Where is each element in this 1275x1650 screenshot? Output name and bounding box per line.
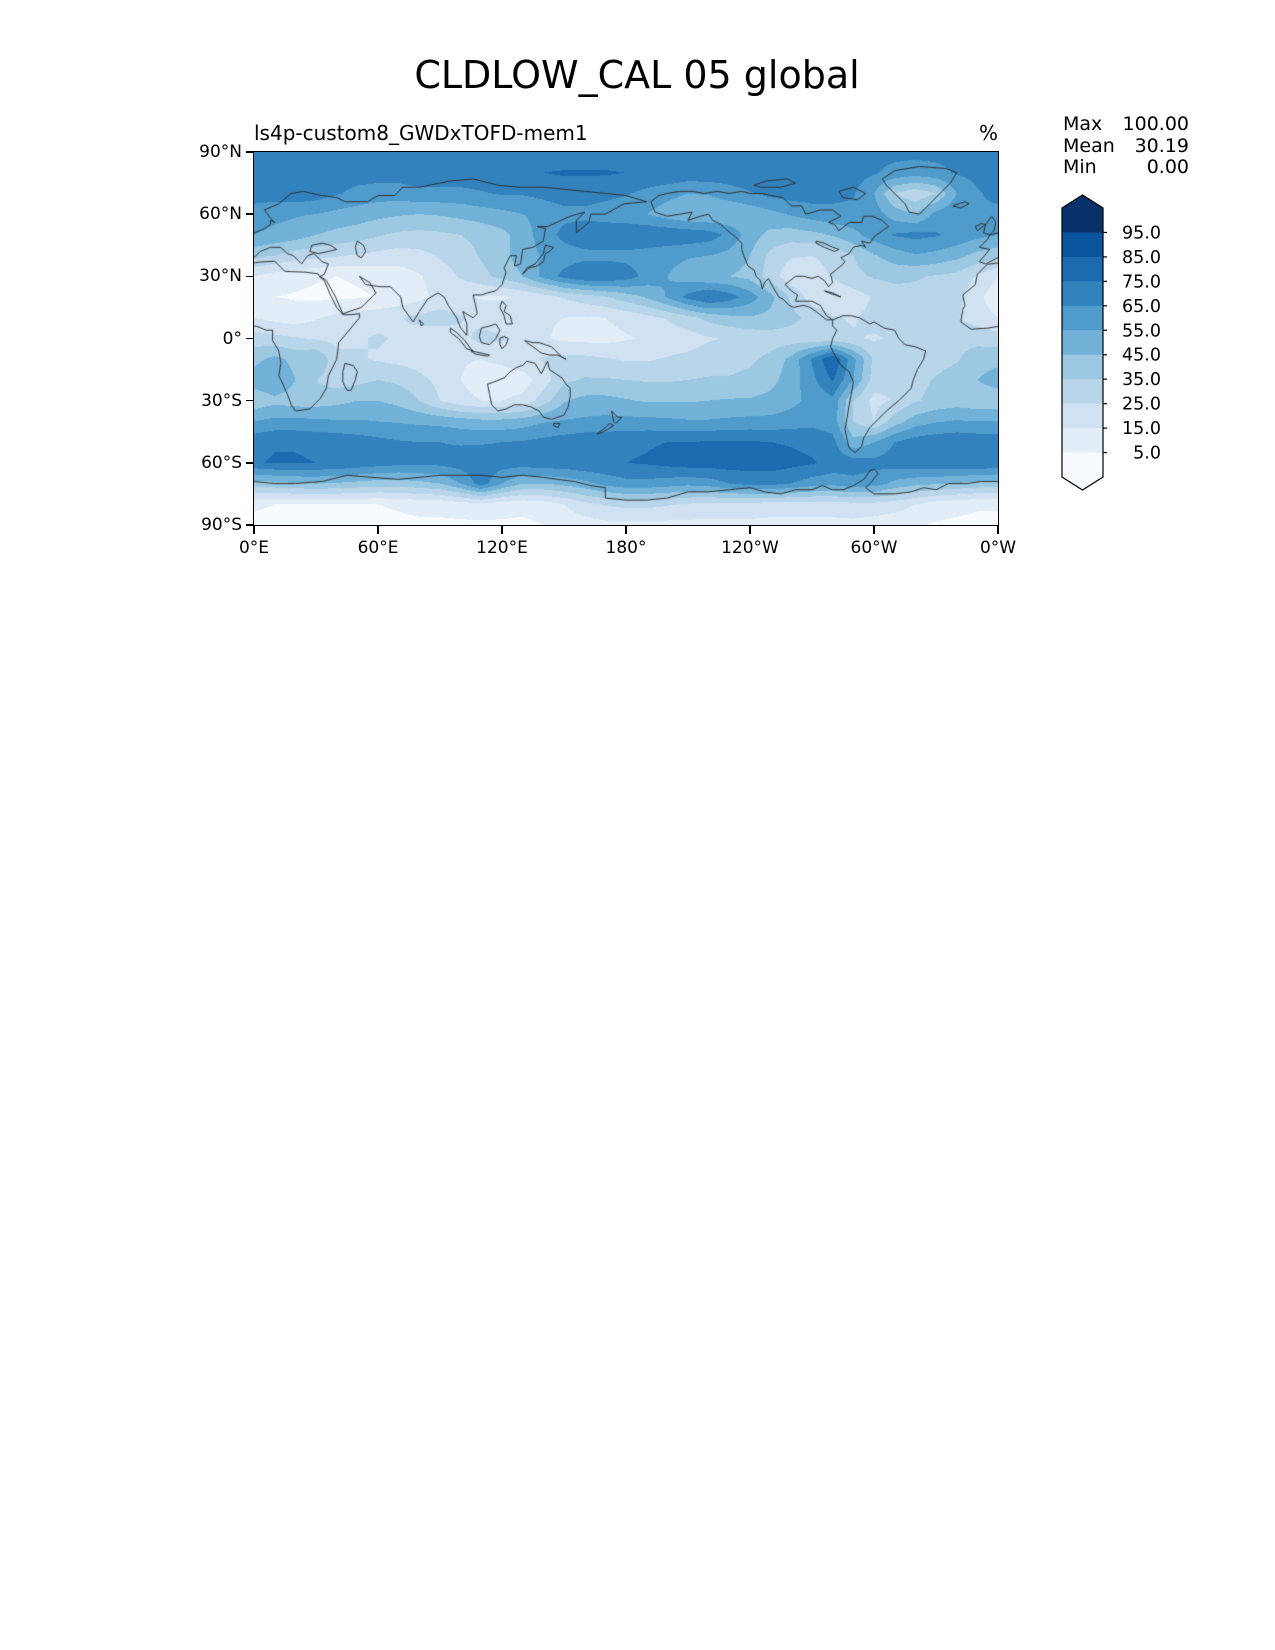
- map-canvas: [254, 152, 998, 525]
- colorbar-extend-min: [1062, 477, 1103, 491]
- x-tickmark: [749, 526, 751, 534]
- x-tickmark: [377, 526, 379, 534]
- colorbar: [1048, 186, 1198, 506]
- y-tick-label: 30°S: [201, 390, 242, 411]
- stats-row-mean: [1063, 136, 1189, 158]
- y-tickmark: [246, 338, 254, 340]
- y-tickmark: [246, 400, 254, 402]
- dataset-label: ls4p-custom8_GWDxTOFD-mem1: [254, 121, 588, 145]
- colorbar-band: [1062, 306, 1103, 331]
- colorbar-tick-label: 25.0: [1122, 394, 1161, 415]
- x-tickmark: [873, 526, 875, 534]
- x-tick-label: 60°E: [357, 538, 399, 558]
- stat-min-label: Min: [1063, 156, 1097, 178]
- colorbar-extend-max: [1062, 195, 1103, 209]
- colorbar-tick-label: 95.0: [1122, 223, 1161, 244]
- colorbar-band: [1062, 330, 1103, 355]
- stats-row-min: [1063, 157, 1189, 179]
- colorbar-band: [1062, 257, 1103, 282]
- colorbar-band: [1062, 208, 1103, 233]
- x-tick-label: 120°E: [476, 538, 528, 558]
- units-label: %: [978, 121, 998, 145]
- colorbar-tick-label: 5.0: [1133, 443, 1161, 464]
- x-tick-label: 180°: [605, 538, 647, 558]
- x-tickmark: [625, 526, 627, 534]
- x-tick-label: 0°E: [238, 538, 270, 558]
- colorbar-band: [1062, 355, 1103, 380]
- x-tickmark: [253, 526, 255, 534]
- colorbar-tick-label: 65.0: [1122, 296, 1161, 317]
- y-tick-label: 90°S: [201, 515, 242, 535]
- colorbar-tick-label: 85.0: [1122, 247, 1161, 268]
- y-tickmark: [246, 151, 254, 153]
- x-tickmark: [501, 526, 503, 534]
- y-tick-label: 0°: [222, 328, 242, 349]
- colorbar-tick-label: 75.0: [1122, 272, 1161, 293]
- stats-block: [1063, 114, 1189, 179]
- colorbar-tick-label: 15.0: [1122, 419, 1161, 440]
- colorbar-tick-label: 55.0: [1122, 321, 1161, 342]
- colorbar-band: [1062, 379, 1103, 404]
- colorbar-band: [1062, 428, 1103, 453]
- y-tickmark: [246, 213, 254, 215]
- y-tickmark: [246, 276, 254, 278]
- colorbar-tick-label: 35.0: [1122, 370, 1161, 391]
- stat-max-value: 100.00: [1122, 113, 1189, 135]
- x-tickmark: [997, 526, 999, 534]
- y-tick-label: 90°N: [199, 142, 242, 162]
- x-tick-label: 120°W: [721, 538, 779, 558]
- colorbar-band: [1062, 232, 1103, 257]
- colorbar-band: [1062, 281, 1103, 306]
- y-tick-label: 60°S: [201, 452, 242, 473]
- stats-row-max: [1063, 114, 1189, 136]
- colorbar-band: [1062, 453, 1103, 478]
- x-tick-label: 0°W: [979, 538, 1017, 558]
- map-plot-area: [254, 152, 998, 525]
- y-tick-label: 30°N: [199, 266, 242, 287]
- x-tick-label: 60°W: [850, 538, 898, 558]
- stat-max-label: Max: [1063, 113, 1103, 135]
- figure-title: CLDLOW_CAL 05 global: [414, 53, 860, 97]
- y-tick-label: 60°N: [199, 204, 242, 225]
- stat-mean-value: 30.19: [1134, 134, 1189, 157]
- stat-mean-label: Mean: [1063, 134, 1115, 157]
- colorbar-tick-label: 45.0: [1122, 345, 1161, 366]
- stat-min-value: 0.00: [1146, 156, 1189, 178]
- colorbar-band: [1062, 404, 1103, 429]
- y-tickmark: [246, 462, 254, 464]
